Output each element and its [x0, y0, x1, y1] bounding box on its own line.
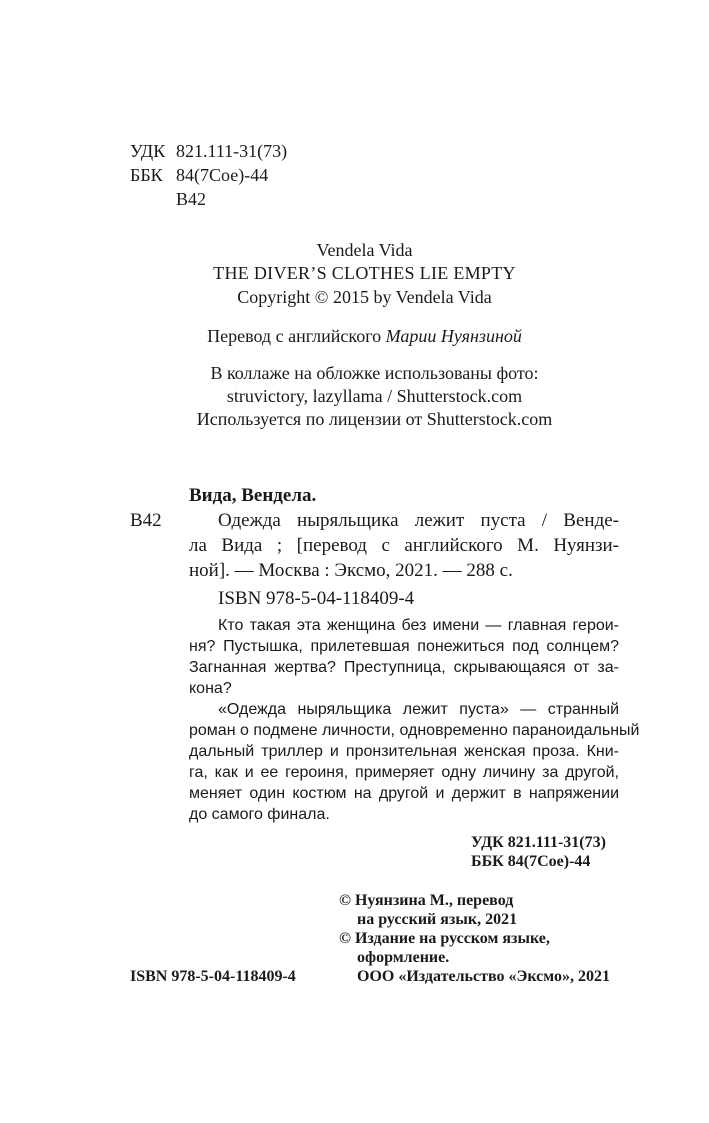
translator-name: Марии Нуянзиной — [385, 326, 522, 346]
photo-credit-line-1: В коллаже на обложке использованы фото: — [210, 363, 539, 383]
original-author: Vendela Vida — [316, 240, 413, 260]
photo-credit-line-2: struvictory, lazyllama / Shutterstock.com — [226, 386, 523, 406]
copyright-line: оформление. — [357, 949, 450, 966]
catalog-entry-line: ла Вида ; [перевод с английского М. Нуянзи- — [189, 535, 619, 556]
catalog-entry-line: Одежда ныряльщика лежит пуста / Венде- — [218, 510, 619, 531]
annotation-line: «Одежда ныряльщика лежит пуста» — странный — [218, 701, 619, 718]
copyright-line: Copyright © 2015 by Vendela Vida — [237, 287, 492, 307]
catalog-entry-line: ной]. — Москва : Эксмо, 2021. — 288 с. — [189, 560, 513, 581]
annotation-line: ня? Пустышка, прилетевшая понежиться под солнцем? — [189, 638, 619, 655]
translation-credit — [10, 324, 709, 348]
copyright-line: на русский язык, 2021 — [357, 911, 518, 928]
copyright-line: © Нуянзина М., перевод — [339, 892, 514, 909]
author-mark: В42 — [176, 189, 207, 209]
bottom-udk: УДК 821.111-31(73) — [471, 834, 606, 851]
catalog-mark: В42 — [130, 510, 162, 531]
annotation-line: дальный триллер и пронзительная женская проза. Кни- — [189, 743, 619, 760]
bbk-label: ББК — [130, 165, 163, 185]
annotation-line: до самого финала. — [189, 806, 330, 823]
photo-credit-line-3: Используется по лицензии от Shutterstock.com — [196, 409, 553, 429]
udk-value: 821.111-31(73) — [176, 141, 288, 161]
udk-label: УДК — [130, 141, 166, 161]
translation-prefix: Перевод с английского — [207, 326, 382, 346]
annotation-line: меняет один костюм на другой и держит в напряжении — [189, 785, 619, 802]
copyright-isbn: ISBN 978-5-04-118409-4 — [130, 968, 296, 985]
annotation-line: Кто такая эта женщина без имени — главная герои- — [218, 617, 619, 634]
copyright-line: ООО «Издательство «Эксмо», 2021 — [357, 968, 610, 985]
catalog-heading: Вида, Вендела. — [189, 485, 317, 506]
bbk-value: 84(7Сое)-44 — [176, 165, 269, 185]
catalog-isbn: ISBN 978-5-04-118409-4 — [218, 588, 415, 609]
annotation-line: кона? — [189, 680, 232, 697]
annotation-line: Загнанная жертва? Преступница, скрывающаяся от за- — [189, 659, 619, 676]
annotation-line: га, как и ее героиня, примеряет одну личину за другой, — [189, 764, 619, 781]
bottom-bbk: ББК 84(7Сое)-44 — [471, 853, 591, 870]
annotation-line: роман о подмене личности, одновременно параноидальный — [189, 722, 640, 739]
copyright-line: © Издание на русском языке, — [339, 930, 550, 947]
original-title: THE DIVER’S CLOTHES LIE EMPTY — [213, 263, 516, 283]
